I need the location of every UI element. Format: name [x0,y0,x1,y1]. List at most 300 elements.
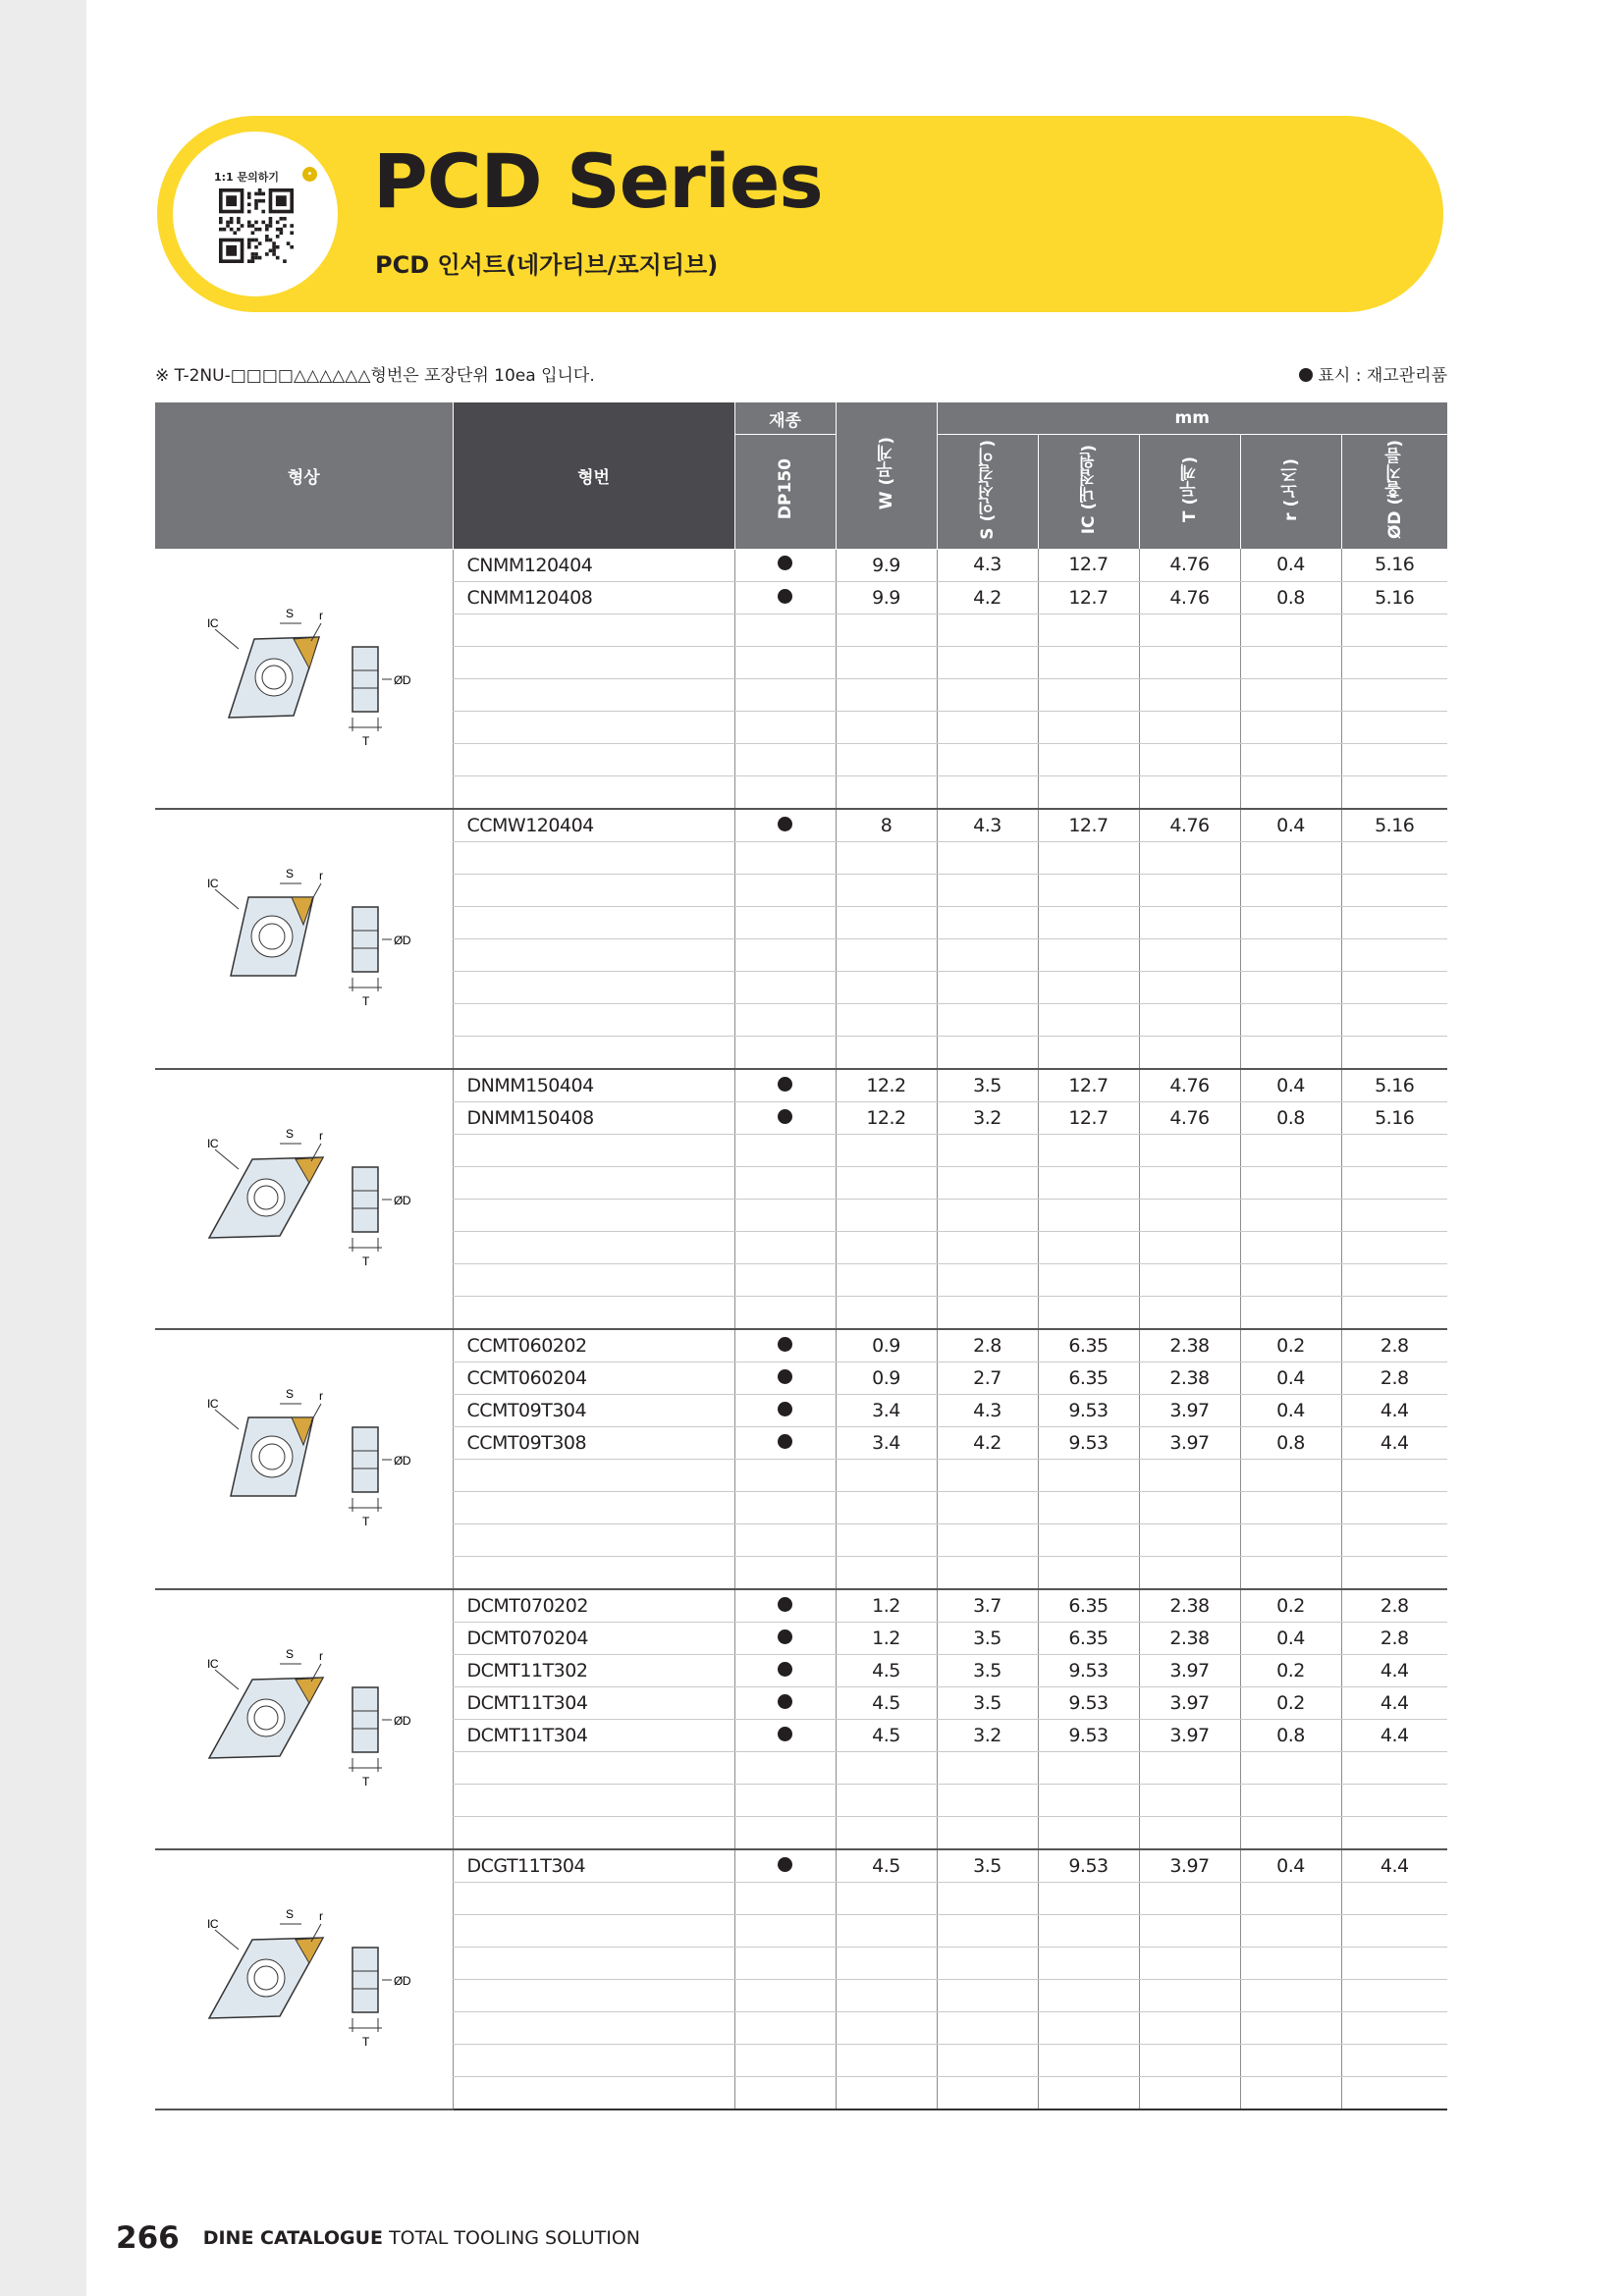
r-cell: 0.4 [1240,1849,1341,1883]
grade-cell [734,1556,836,1589]
r-cell [1240,1751,1341,1784]
grade-cell [734,549,836,581]
t-cell [1139,678,1240,711]
d-cell [1341,1134,1447,1166]
s-cell: 3.5 [937,1686,1038,1719]
code-cell [453,938,734,971]
code-cell [453,1882,734,1914]
ic-cell [1038,711,1139,743]
r-cell [1240,1199,1341,1231]
t-cell: 3.97 [1139,1654,1240,1686]
w-cell [836,1556,937,1589]
col-shape-header: 형상 [155,402,453,549]
t-cell [1139,1231,1240,1263]
r-cell [1240,938,1341,971]
s-cell [937,971,1038,1003]
w-cell [836,614,937,646]
d-cell: 5.16 [1341,1069,1447,1102]
s-cell [937,1036,1038,1069]
ic-cell: 9.53 [1038,1686,1139,1719]
r-cell [1240,1459,1341,1491]
w-cell [836,1784,937,1816]
t-cell: 4.76 [1139,581,1240,614]
ic-cell [1038,1882,1139,1914]
grade-cell [734,1101,836,1134]
r-cell [1240,1914,1341,1947]
code-cell [453,1491,734,1523]
d-cell [1341,1231,1447,1263]
ic-cell [1038,1036,1139,1069]
r-cell: 0.8 [1240,1426,1341,1459]
s-label: S [286,1386,294,1401]
r-cell [1240,646,1341,678]
d-cell [1341,743,1447,775]
r-cell: 0.4 [1240,1622,1341,1654]
ic-cell [1038,1784,1139,1816]
s-cell: 3.2 [937,1719,1038,1751]
code-cell: DCMT11T302 [453,1654,734,1686]
code-cell [453,1523,734,1556]
r-cell [1240,1296,1341,1329]
r-cell: 0.8 [1240,1719,1341,1751]
ic-cell [1038,2076,1139,2109]
shape-cell-ccmt [155,1329,453,1589]
r-cell [1240,678,1341,711]
s-cell [937,1199,1038,1231]
table-row [155,1849,1447,1883]
d-label: ØD [394,1193,411,1207]
s-cell: 4.3 [937,809,1038,842]
insert-diagram [186,600,421,753]
w-cell [836,2044,937,2076]
w-cell [836,1914,937,1947]
grade-cell [734,581,836,614]
grade-cell [734,1199,836,1231]
t-label: T [362,1514,370,1528]
d-cell [1341,1882,1447,1914]
s-label: S [286,1126,294,1141]
r-cell: 0.4 [1240,1362,1341,1394]
ic-cell [1038,1914,1139,1947]
ic-cell [1038,1556,1139,1589]
d-cell [1341,1914,1447,1947]
d-cell: 5.16 [1341,809,1447,842]
stock-dot-icon [778,1077,792,1092]
r-cell [1240,1491,1341,1523]
ic-cell: 12.7 [1038,549,1139,581]
code-cell [453,971,734,1003]
stock-dot-icon [778,1727,792,1741]
grade-cell [734,1719,836,1751]
s-cell: 4.2 [937,581,1038,614]
grade-cell [734,809,836,842]
ic-cell [1038,614,1139,646]
d-cell [1341,614,1447,646]
code-cell [453,2044,734,2076]
w-cell [836,1166,937,1199]
s-cell [937,614,1038,646]
code-cell [453,1459,734,1491]
code-cell: DCMT070204 [453,1622,734,1654]
table-row [155,1069,1447,1102]
insert-diagram [186,1640,421,1793]
grade-cell [734,1491,836,1523]
s-label: S [286,1646,294,1661]
d-cell [1341,1296,1447,1329]
ic-cell [1038,906,1139,938]
d-cell: 2.8 [1341,1329,1447,1362]
ic-label: IC [207,1136,219,1150]
col-t-header: T (두께) [1139,435,1240,550]
r-cell [1240,1523,1341,1556]
t-cell: 4.76 [1139,1101,1240,1134]
r-cell [1240,775,1341,809]
w-cell [836,2011,937,2044]
s-cell: 3.7 [937,1589,1038,1623]
d-cell: 5.16 [1341,581,1447,614]
t-cell [1139,1816,1240,1849]
w-cell: 3.4 [836,1426,937,1459]
t-label: T [362,733,370,748]
code-cell: DNMM150404 [453,1069,734,1102]
w-cell: 8 [836,809,937,842]
ic-cell [1038,1491,1139,1523]
ic-cell [1038,743,1139,775]
ic-cell [1038,775,1139,809]
grade-cell [734,1003,836,1036]
insert-diagram [186,1120,421,1273]
d-cell [1341,2044,1447,2076]
grade-cell [734,775,836,809]
ic-cell [1038,2044,1139,2076]
t-cell [1139,711,1240,743]
grade-cell [734,906,836,938]
r-cell [1240,1556,1341,1589]
code-cell [453,841,734,874]
grade-cell [734,1263,836,1296]
d-cell [1341,678,1447,711]
grade-cell [734,1036,836,1069]
t-cell [1139,1263,1240,1296]
code-cell: CCMT09T304 [453,1394,734,1426]
ic-cell: 6.35 [1038,1329,1139,1362]
w-cell: 12.2 [836,1069,937,1102]
stock-dot-icon [778,589,792,604]
t-cell [1139,906,1240,938]
ic-cell [1038,1003,1139,1036]
w-cell: 9.9 [836,549,937,581]
w-cell [836,971,937,1003]
s-cell [937,1751,1038,1784]
s-label: S [286,606,294,620]
d-cell [1341,1556,1447,1589]
grade-cell [734,2076,836,2109]
t-cell: 4.76 [1139,549,1240,581]
grade-cell [734,1394,836,1426]
r-cell [1240,1882,1341,1914]
s-cell: 3.5 [937,1654,1038,1686]
s-cell [937,1166,1038,1199]
t-cell [1139,775,1240,809]
ic-cell: 12.7 [1038,1101,1139,1134]
r-cell [1240,971,1341,1003]
d-cell [1341,1816,1447,1849]
col-r-header: r (노즈) [1240,435,1341,550]
code-cell [453,1134,734,1166]
r-cell [1240,743,1341,775]
r-cell [1240,2076,1341,2109]
ic-cell [1038,1263,1139,1296]
w-cell [836,874,937,906]
code-cell: CCMT060202 [453,1329,734,1362]
stock-dot-icon [778,1337,792,1352]
d-label: ØD [394,1973,411,1988]
r-cell: 0.4 [1240,809,1341,842]
s-cell: 4.3 [937,549,1038,581]
s-cell [937,646,1038,678]
code-cell: DCGT11T304 [453,1849,734,1883]
page-title: PCD Series [373,137,823,225]
ic-cell [1038,1134,1139,1166]
grade-cell [734,1459,836,1491]
d-cell [1341,1459,1447,1491]
w-cell: 0.9 [836,1362,937,1394]
code-cell [453,2076,734,2109]
s-cell [937,1263,1038,1296]
ic-label: IC [207,876,219,890]
ic-cell [1038,1751,1139,1784]
insert-diagram [186,860,421,1013]
insert-diagram [186,1380,421,1533]
t-cell [1139,1882,1240,1914]
page-footer [116,2220,640,2256]
s-cell [937,1491,1038,1523]
table-row [155,1589,1447,1623]
s-cell [937,1459,1038,1491]
stock-dot-icon [778,1369,792,1384]
w-cell [836,1003,937,1036]
ic-cell [1038,971,1139,1003]
stock-dot-icon [778,1857,792,1872]
w-cell: 4.5 [836,1849,937,1883]
grade-cell [734,1362,836,1394]
t-cell: 2.38 [1139,1362,1240,1394]
ic-cell: 12.7 [1038,1069,1139,1102]
d-cell [1341,841,1447,874]
w-cell [836,1523,937,1556]
w-cell [836,775,937,809]
code-cell [453,1003,734,1036]
r-cell [1240,2044,1341,2076]
d-cell: 2.8 [1341,1589,1447,1623]
s-cell [937,1231,1038,1263]
d-cell [1341,2076,1447,2109]
r-label: r [319,1128,323,1143]
spec-table-body [155,549,1447,2109]
table-row [155,1329,1447,1362]
page-subtitle: PCD 인서트(네가티브/포지티브) [375,251,719,279]
s-label: S [286,1906,294,1921]
t-cell [1139,743,1240,775]
stock-dot-icon [1299,368,1313,382]
s-cell [937,1914,1038,1947]
ic-cell [1038,2011,1139,2044]
s-cell: 3.5 [937,1849,1038,1883]
chat-icon: • [302,167,317,182]
col-ic-header: IC (내접원) [1038,435,1139,550]
shape-cell-dnmm [155,1069,453,1329]
w-cell [836,711,937,743]
d-cell [1341,1263,1447,1296]
s-cell: 3.2 [937,1101,1038,1134]
s-cell [937,906,1038,938]
t-cell [1139,1784,1240,1816]
code-cell [453,874,734,906]
qr-code[interactable] [219,188,294,263]
r-cell [1240,2011,1341,2044]
code-cell [453,2011,734,2044]
r-cell [1240,1003,1341,1036]
t-cell: 2.38 [1139,1589,1240,1623]
stock-legend [1299,361,1448,386]
ic-cell [1038,1979,1139,2011]
ic-cell: 9.53 [1038,1394,1139,1426]
stock-dot-icon [778,1629,792,1644]
d-cell [1341,1947,1447,1979]
shape-cell-dcgt [155,1849,453,2109]
col-w-header: W (무게) [836,402,937,549]
code-cell: DCMT070202 [453,1589,734,1623]
s-cell [937,1003,1038,1036]
s-cell [937,1556,1038,1589]
grade-cell [734,971,836,1003]
r-cell [1240,1036,1341,1069]
t-cell [1139,1166,1240,1199]
code-cell [453,1784,734,1816]
col-grade-group-header: 재종 [734,402,836,435]
s-cell [937,1784,1038,1816]
d-cell: 4.4 [1341,1394,1447,1426]
w-cell [836,1263,937,1296]
w-cell [836,1134,937,1166]
r-label: r [319,608,323,622]
stock-dot-icon [778,1597,792,1612]
r-cell [1240,711,1341,743]
r-cell [1240,1231,1341,1263]
stock-dot-icon [778,1434,792,1449]
r-cell [1240,1979,1341,2011]
table-row [155,809,1447,842]
r-label: r [319,868,323,882]
d-cell [1341,1199,1447,1231]
w-cell [836,1491,937,1523]
t-cell: 3.97 [1139,1686,1240,1719]
code-cell: CCMT060204 [453,1362,734,1394]
t-cell: 3.97 [1139,1426,1240,1459]
stock-dot-icon [778,1662,792,1677]
spec-table [155,402,1447,2110]
s-cell: 3.5 [937,1622,1038,1654]
r-cell: 0.4 [1240,549,1341,581]
grade-cell [734,1523,836,1556]
ic-cell [1038,1166,1139,1199]
grade-cell [734,614,836,646]
code-cell [453,1166,734,1199]
r-cell: 0.2 [1240,1654,1341,1686]
r-label: r [319,1648,323,1663]
grade-cell [734,711,836,743]
r-cell: 0.8 [1240,1101,1341,1134]
w-cell [836,1816,937,1849]
s-cell [937,1979,1038,2011]
code-cell: CCMT09T308 [453,1426,734,1459]
s-cell [937,1296,1038,1329]
w-cell: 9.9 [836,581,937,614]
w-cell: 4.5 [836,1654,937,1686]
ic-cell [1038,1296,1139,1329]
code-cell: CNMM120408 [453,581,734,614]
r-cell [1240,614,1341,646]
r-cell: 0.2 [1240,1329,1341,1362]
code-cell [453,1231,734,1263]
s-cell: 2.8 [937,1329,1038,1362]
col-grade-header: DP150 [734,435,836,550]
grade-cell [734,938,836,971]
ic-cell [1038,1816,1139,1849]
ic-cell: 12.7 [1038,809,1139,842]
s-cell [937,2044,1038,2076]
qr-badge[interactable] [173,132,338,296]
w-cell [836,1882,937,1914]
ic-label: IC [207,1656,219,1671]
stock-legend-text: 표시 : 재고관리품 [1318,366,1447,386]
code-cell: CCMW120404 [453,809,734,842]
t-cell [1139,971,1240,1003]
code-cell [453,614,734,646]
s-cell [937,711,1038,743]
d-cell [1341,1491,1447,1523]
w-cell [836,1979,937,2011]
code-cell: DCMT11T304 [453,1719,734,1751]
stock-dot-icon [778,1694,792,1709]
s-cell: 4.3 [937,1394,1038,1426]
col-code-header: 형번 [453,402,734,549]
t-cell [1139,1556,1240,1589]
w-cell [836,1199,937,1231]
d-cell [1341,775,1447,809]
grade-cell [734,1849,836,1883]
r-cell: 0.4 [1240,1394,1341,1426]
ic-cell [1038,1459,1139,1491]
d-cell: 2.8 [1341,1622,1447,1654]
t-cell [1139,2044,1240,2076]
t-cell: 2.38 [1139,1329,1240,1362]
footer-tagline: TOTAL TOOLING SOLUTION [389,2227,640,2249]
t-cell [1139,1134,1240,1166]
ic-cell: 6.35 [1038,1622,1139,1654]
code-cell [453,646,734,678]
d-cell [1341,971,1447,1003]
d-cell [1341,1784,1447,1816]
code-cell: DCMT11T304 [453,1686,734,1719]
w-cell [836,1751,937,1784]
t-cell [1139,1199,1240,1231]
code-cell: DNMM150408 [453,1101,734,1134]
d-cell [1341,906,1447,938]
t-cell [1139,2076,1240,2109]
t-cell: 3.97 [1139,1849,1240,1883]
code-cell [453,711,734,743]
